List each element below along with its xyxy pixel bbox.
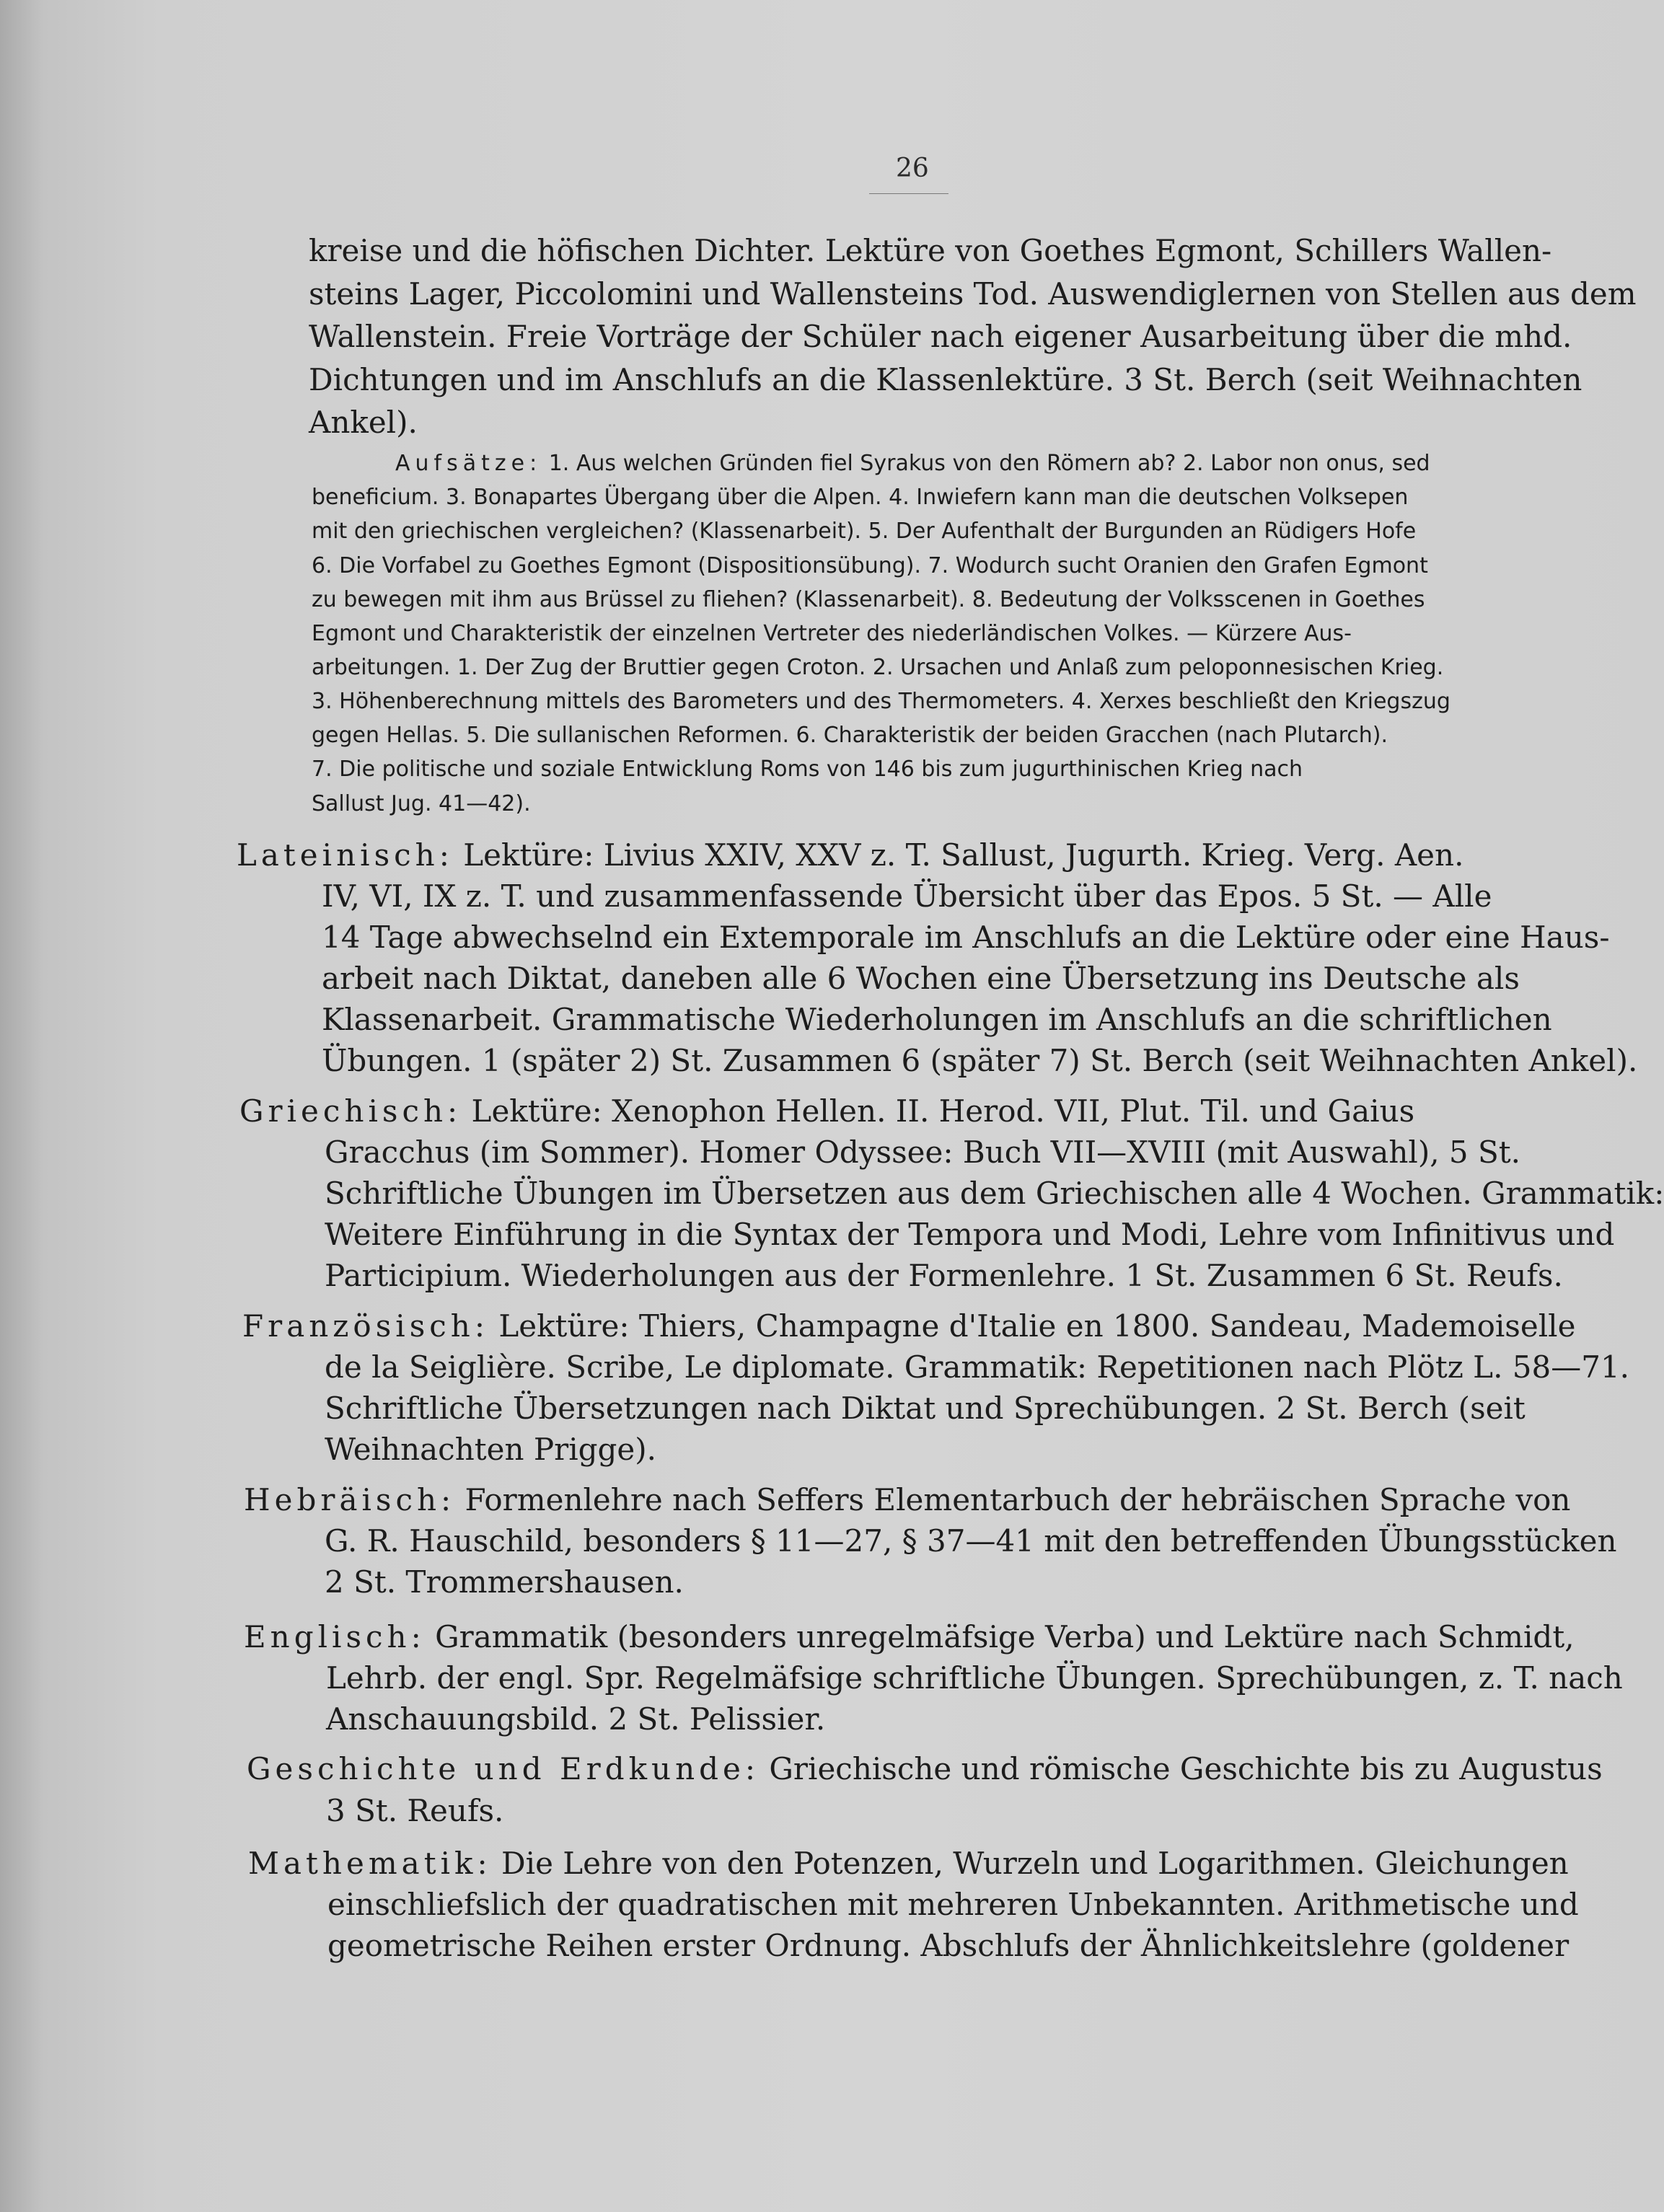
aufsaetze-line: 6. Die Vorfabel zu Goethes Egmont (Dispositionsübung). 7. Wodurch sucht Oranien den Grafen Egmont: [312, 553, 1428, 578]
griechisch-first-line: [239, 1093, 1415, 1129]
geschichte-first-line-text: Griechische und römische Geschichte bis zu Augustus: [760, 1751, 1603, 1786]
franzoesisch-label: Französisch:: [242, 1308, 489, 1344]
geschichte-line: 3 St. Reufs.: [326, 1793, 504, 1828]
aufsaetze-line: 3. Höhenberechnung mittels des Barometers und des Thermometers. 4. Xerxes beschließt den Kriegszug: [312, 689, 1451, 714]
englisch-line: Lehrb. der engl. Spr. Regelmäfsige schriftliche Übungen. Sprechübungen, z. T. nach: [326, 1660, 1623, 1696]
hebraeisch-line: G. R. Hauschild, besonders § 11—27, § 37—41 mit den betreffenden Übungsstücken: [325, 1523, 1617, 1559]
deutsch-line: steins Lager, Piccolomini und Wallensteins Tod. Auswendiglernen von Stellen aus dem: [309, 276, 1637, 312]
griechisch-first-line-text: Lektüre: Xenophon Hellen. II. Herod. VII, Plut. Til. und Gaius: [462, 1093, 1415, 1129]
lateinisch-label: Lateinisch:: [237, 837, 454, 873]
page-number-rule: [869, 193, 948, 194]
englisch-first-line-text: Grammatik (besonders unregelmäfsige Verba) und Lektüre nach Schmidt,: [425, 1619, 1575, 1654]
lateinisch-line: Übungen. 1 (später 2) St. Zusammen 6 (später 7) St. Berch (seit Weihnachten Ankel).: [322, 1043, 1638, 1078]
aufsaetze-line: mit den griechischen vergleichen? (Klassenarbeit). 5. Der Aufenthalt der Burgunden an Rüdigers Hofe: [312, 519, 1417, 544]
griechisch-label: Griechisch:: [239, 1093, 462, 1129]
franzoesisch-first-line: [242, 1308, 1576, 1344]
griechisch-line: Participium. Wiederholungen aus der Formenlehre. 1 St. Zusammen 6 St. Reufs.: [325, 1258, 1563, 1293]
lateinisch-line: IV, VI, IX z. T. und zusammenfassende Übersicht über das Epos. 5 St. — Alle: [322, 878, 1492, 914]
aufsaetze-line: zu bewegen mit ihm aus Brüssel zu fliehen? (Klassenarbeit). 8. Bedeutung der Volksscenen in Goethes: [312, 587, 1425, 612]
deutsch-line: Wallenstein. Freie Vorträge der Schüler nach eigener Ausarbeitung über die mhd.: [309, 319, 1572, 354]
hebraeisch-label: Hebräisch:: [244, 1482, 456, 1517]
mathematik-line: einschliefslich der quadratischen mit mehreren Unbekannten. Arithmetische und: [327, 1887, 1579, 1922]
englisch-label: Englisch:: [244, 1619, 426, 1654]
aufsaetze-line: 7. Die politische und soziale Entwicklung Roms von 146 bis zum jugurthinischen Krieg nach: [312, 757, 1303, 782]
aufsaetze-line: gegen Hellas. 5. Die sullanischen Reformen. 6. Charakteristik der beiden Gracchen (nach Plutarch).: [312, 723, 1388, 748]
lateinisch-line: Klassenarbeit. Grammatische Wiederholungen im Anschlufs an die schriftlichen: [322, 1002, 1552, 1037]
mathematik-label: Mathematik:: [248, 1846, 492, 1881]
franzoesisch-line: Weihnachten Prigge).: [325, 1432, 657, 1467]
griechisch-line: Weitere Einführung in die Syntax der Tempora und Modi, Lehre vom Infinitivus und: [325, 1217, 1615, 1252]
englisch-line: Anschauungsbild. 2 St. Pelissier.: [326, 1701, 826, 1737]
lateinisch-first-line: [237, 837, 1464, 873]
hebraeisch-first-line: [244, 1482, 1571, 1517]
aufsaetze-line: Egmont und Charakteristik der einzelnen Vertreter des niederländischen Volkes. — Kürzere Aus-: [312, 621, 1352, 646]
griechisch-line: Schriftliche Übungen im Übersetzen aus dem Griechischen alle 4 Wochen. Grammatik:: [325, 1176, 1664, 1211]
hebraeisch-line: 2 St. Trommershausen.: [325, 1564, 684, 1600]
aufsaetze-line: arbeitungen. 1. Der Zug der Bruttier gegen Croton. 2. Ursachen und Anlaß zum peloponnesischen Krieg.: [312, 655, 1444, 680]
aufsaetze-line: beneficium. 3. Bonapartes Übergang über die Alpen. 4. Inwiefern kann man die deutschen Volksepen: [312, 485, 1409, 510]
mathematik-first-line-text: Die Lehre von den Potenzen, Wurzeln und Logarithmen. Gleichungen: [491, 1846, 1569, 1881]
griechisch-line: Gracchus (im Sommer). Homer Odyssee: Buch VII—XVIII (mit Auswahl), 5 St.: [325, 1134, 1520, 1170]
aufsaetze-first-line: [395, 453, 1430, 475]
hebraeisch-first-line-text: Formenlehre nach Seffers Elementarbuch der hebräischen Sprache von: [455, 1482, 1571, 1517]
aufsaetze-line: Sallust Jug. 41—42).: [312, 791, 531, 816]
mathematik-first-line: [248, 1846, 1569, 1881]
englisch-first-line: [244, 1619, 1575, 1654]
geschichte-label: Geschichte und Erdkunde:: [247, 1751, 760, 1786]
geschichte-first-line: [247, 1751, 1603, 1786]
franzoesisch-first-line-text: Lektüre: Thiers, Champagne d'Italie en 1800. Sandeau, Mademoiselle: [489, 1308, 1576, 1344]
deutsch-line: kreise und die höfischen Dichter. Lektüre von Goethes Egmont, Schillers Wallen-: [309, 233, 1552, 268]
aufsaetze-first-line-text: 1. Aus welchen Gründen fiel Syrakus von den Römern ab? 2. Labor non onus, sed: [542, 451, 1430, 476]
franzoesisch-line: Schriftliche Übersetzungen nach Diktat und Sprechübungen. 2 St. Berch (seit: [325, 1391, 1526, 1426]
deutsch-line: Dichtungen und im Anschlufs an die Klassenlektüre. 3 St. Berch (seit Weihnachten: [309, 362, 1582, 397]
lateinisch-line: arbeit nach Diktat, daneben alle 6 Wochen eine Übersetzung ins Deutsche als: [322, 961, 1520, 996]
lateinisch-first-line-text: Lektüre: Livius XXIV, XXV z. T. Sallust, Jugurth. Krieg. Verg. Aen.: [453, 837, 1464, 873]
franzoesisch-line: de la Seiglière. Scribe, Le diplomate. Grammatik: Repetitionen nach Plötz L. 58—71.: [325, 1349, 1630, 1385]
mathematik-line: geometrische Reihen erster Ordnung. Abschlufs der Ähnlichkeitslehre (goldener: [327, 1928, 1570, 1963]
aufsaetze-label: Aufsätze:: [395, 451, 542, 476]
deutsch-line: Ankel).: [309, 405, 418, 440]
lateinisch-line: 14 Tage abwechselnd ein Extemporale im Anschlufs an die Lektüre oder eine Haus-: [322, 920, 1610, 955]
page-number: 26: [896, 154, 929, 183]
